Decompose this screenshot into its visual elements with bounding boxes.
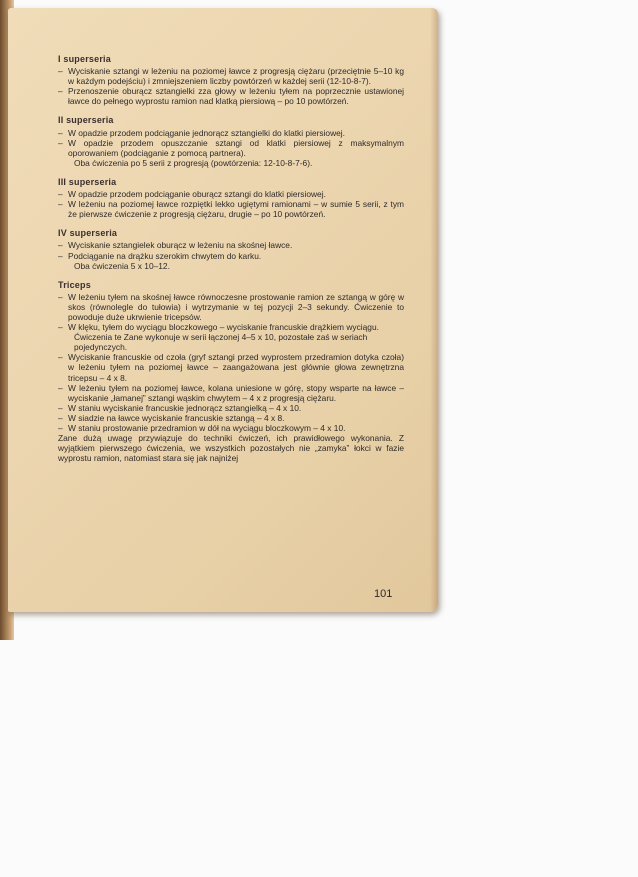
page-number: 101 xyxy=(374,588,393,600)
superset-1-item-2: – Przenoszenie oburącz sztangielki zza głowy w leżeniu tyłem na poprzecznie ustawionej ławce do pełnego wyprostu ramion nad klatką piersiową – po 10 powtórzeń. xyxy=(58,86,404,106)
triceps-closing-paragraph: Zane dużą uwagę przywiązuje do techniki ćwiczeń, ich prawidłowego wykonania. Z wyjątkiem pierwszego ćwiczenia, we wszystkich pozostałych nie „zamyka” łokci w fazie wyprostu ramion, natomiast stara się jak najniżej xyxy=(58,433,404,464)
superset-3-item-1: – W opadzie przodem podciąganie oburącz sztangi do klatki piersiowej. xyxy=(58,189,404,199)
triceps-item-6: – W siadzie na ławce wyciskanie francuskie sztangą – 4 x 8. xyxy=(58,413,404,423)
superset-2-note: Oba ćwiczenia po 5 serii z progresją (powtórzenia: 12-10-8-7-6). xyxy=(74,157,313,168)
superset-2-item-1: – W opadzie przodem podciąganie jednorącz sztangielki do klatki piersiowej. xyxy=(58,128,404,138)
book-page xyxy=(8,8,438,612)
triceps-note: Ćwiczenia te Zane wykonuje w serii łączonej 4–5 x 10, pozostałe zaś w seriach pojedynczych. xyxy=(74,332,368,353)
triceps-item-1: – W leżeniu tyłem na skośnej ławce równoczesne prostowanie ramion ze sztangą w górę w skos (równolegle do tułowia) i wytrzymanie w tej pozycji 2–3 sekundy. Ćwiczenie to powoduje duże ukrwienie tricepsów. xyxy=(58,292,404,322)
superset-3 xyxy=(58,177,404,219)
superset-4-heading: IV superseria xyxy=(58,228,118,239)
triceps-section xyxy=(58,280,404,464)
triceps-item-4: – W leżeniu tyłem na poziomej ławce, kolana uniesione w górę, stopy wsparte na ławce – wyciskanie „łamanej” sztangi wąskim chwytem – 4 x z progresją ciężaru. xyxy=(58,383,404,403)
superset-1-item-1: – Wyciskanie sztangi w leżeniu na poziomej ławce z progresją ciężaru (przeciętnie 5–10 kg w każdym podejściu) i zmniejszeniem liczby powtórzeń w każdej serii (12-10-8-7). xyxy=(58,66,404,86)
superset-4 xyxy=(58,228,404,270)
page-content xyxy=(58,54,404,472)
triceps-item-2: – W klęku, tyłem do wyciągu bloczkowego – wyciskanie francuskie drążkiem wyciągu. xyxy=(58,322,404,332)
superset-3-item-2: – W leżeniu na poziomej ławce rozpiętki lekko ugiętymi ramionami – w sumie 5 serii, z tym że pierwsze ćwiczenie z progresją ciężaru, drugie – po 10 powtórzeń. xyxy=(58,199,404,219)
triceps-heading: Triceps xyxy=(58,279,91,290)
superset-2 xyxy=(58,115,404,167)
triceps-item-3: – Wyciskanie francuskie od czoła (gryf sztangi przed wyprostem przedramion dotyka czoła) w leżeniu tyłem na poziomej ławce – zaangażowana jest głównie głowa zewnętrzna tricepsu – 4 x 8. xyxy=(58,352,404,382)
superset-1 xyxy=(58,54,404,106)
superset-4-note: Oba ćwiczenia 5 x 10–12. xyxy=(74,260,170,271)
superset-2-item-2: – W opadzie przodem opuszczanie sztangi od klatki piersiowej z maksymalnym oporowaniem (podciąganie z pomocą partnera). xyxy=(58,138,404,158)
superset-4-item-1: – Wyciskanie sztangielek oburącz w leżeniu na skośnej ławce. xyxy=(58,240,404,250)
superset-4-item-2: – Podciąganie na drążku szerokim chwytem do karku. xyxy=(58,251,404,261)
superset-2-heading: II superseria xyxy=(58,115,114,126)
triceps-item-5: – W staniu wyciskanie francuskie jednorącz sztangielką – 4 x 10. xyxy=(58,403,404,413)
superset-3-heading: III superseria xyxy=(58,176,117,187)
triceps-item-7: – W staniu prostowanie przedramion w dół na wyciągu bloczkowym – 4 x 10. xyxy=(58,423,404,433)
superset-1-heading: I superseria xyxy=(58,54,111,64)
